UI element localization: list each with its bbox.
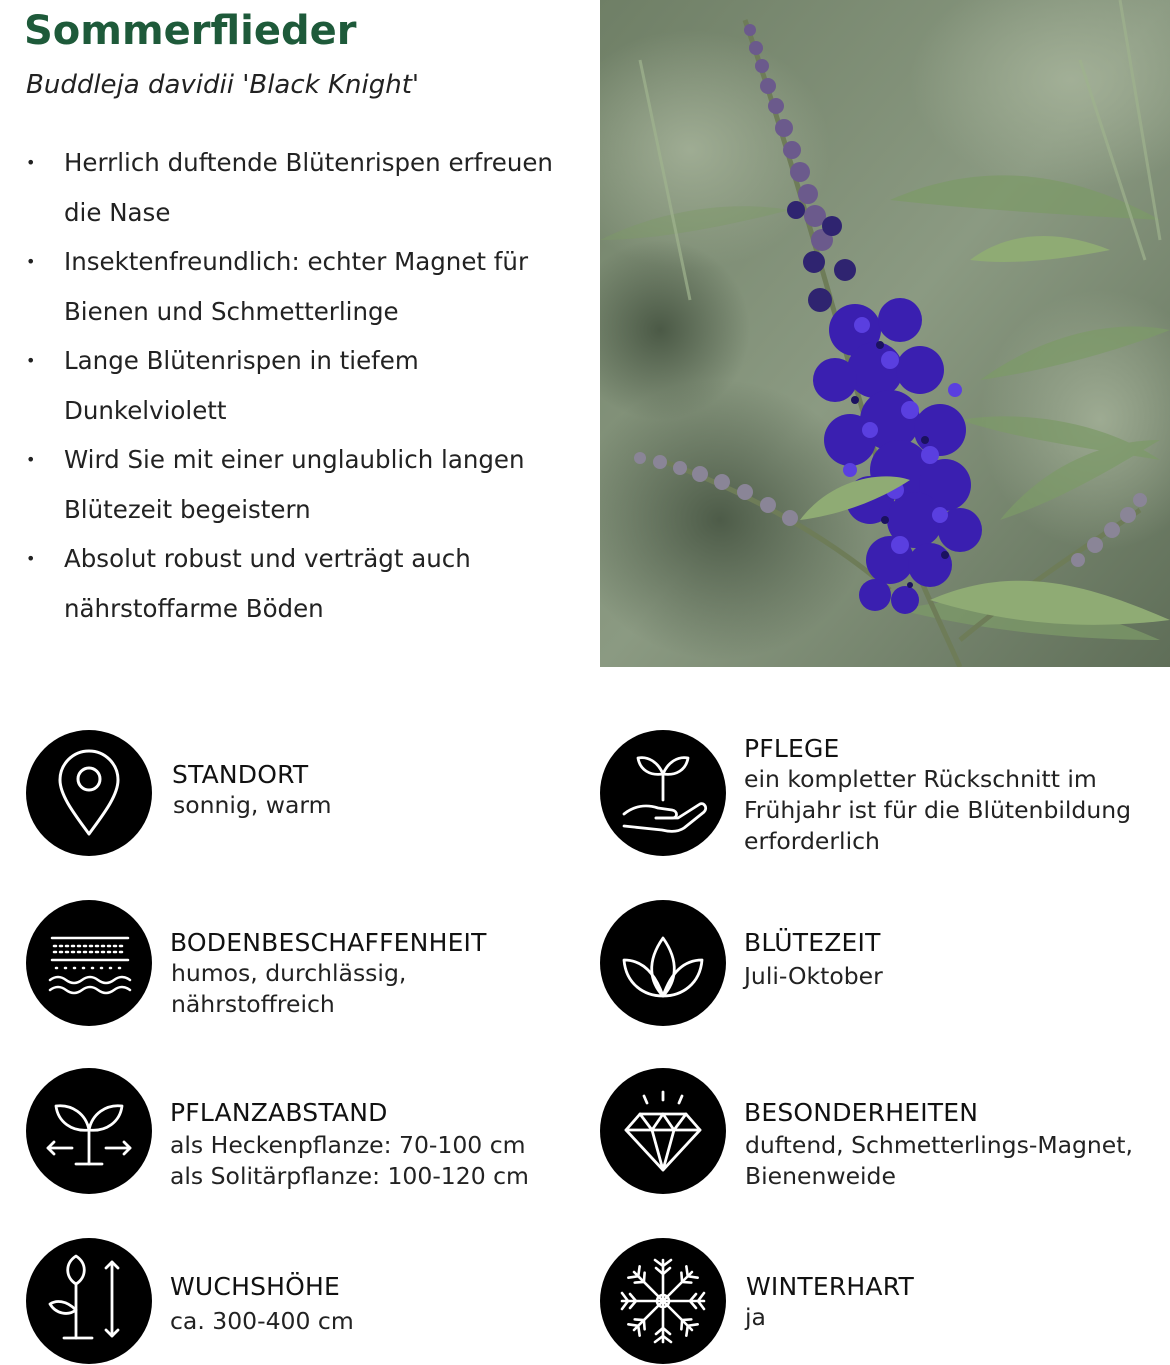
snowflake-icon [600,1238,726,1364]
attribute-value: ein kompletter Rückschnitt im [744,765,1097,793]
attribute-boden [26,900,586,1030]
attribute-label: STANDORT [172,760,309,789]
attribute-label: BODENBESCHAFFENHEIT [170,928,487,957]
feature-item: • Insektenfreundlich: echter Magnet für Bienen und Schmetterlinge [26,237,586,336]
attribute-value: humos, durchlässig, [171,959,407,987]
attribute-label: PFLEGE [744,734,840,763]
diamond-icon [600,1068,726,1194]
attribute-value: als Heckenpflanze: 70-100 cm [170,1131,526,1159]
attribute-value: duftend, Schmetterlings-Magnet, [745,1131,1133,1159]
attribute-value: Juli-Oktober [744,962,883,990]
plant-height-icon [26,1238,152,1364]
attribute-label: BESONDERHEITEN [744,1098,979,1127]
feature-item: • Absolut robust und verträgt auch nährstoffarme Böden [26,534,586,633]
attribute-value: als Solitärpflanze: 100-120 cm [170,1162,529,1190]
plant-spacing-icon [26,1068,152,1194]
botanical-name: Buddleja davidii 'Black Knight' [26,70,420,100]
attribute-value: Bienenweide [745,1162,896,1190]
attribute-label: PFLANZABSTAND [170,1098,388,1127]
seedling-hand-icon [600,730,726,856]
attribute-value: nährstoffreich [171,990,335,1018]
attribute-label: BLÜTEZEIT [744,928,881,957]
feature-item: • Herrlich duftende Blütenrispen erfreuen die Nase [26,138,586,237]
attribute-value: Frühjahr ist für die Blütenbildung [744,796,1132,824]
feature-list [26,138,586,633]
attribute-winterhart [600,1238,1170,1365]
feature-item: • Wird Sie mit einer unglaublich langen Blütezeit begeistern [26,435,586,534]
attribute-value: sonnig, warm [173,791,332,819]
plant-photo [600,0,1170,667]
attribute-value: ja [745,1303,766,1331]
attribute-value: ca. 300-400 cm [170,1307,354,1335]
attribute-pflanzabstand [26,1068,586,1198]
attribute-value: erforderlich [744,827,880,855]
soil-layers-icon [26,900,152,1026]
attribute-wuchshoehe [26,1238,586,1365]
attribute-pflege [600,730,1170,860]
attribute-bluetezeit [600,900,1170,1030]
feature-item: • Lange Blütenrispen in tiefem Dunkelviolett [26,336,586,435]
location-pin-icon [26,730,152,856]
attribute-standort [26,730,586,860]
attribute-label: WINTERHART [746,1272,914,1301]
lotus-flower-icon [600,900,726,1026]
product-title: Sommerflieder [24,8,357,54]
attribute-label: WUCHSHÖHE [170,1272,341,1301]
attribute-besonderheiten [600,1068,1170,1198]
